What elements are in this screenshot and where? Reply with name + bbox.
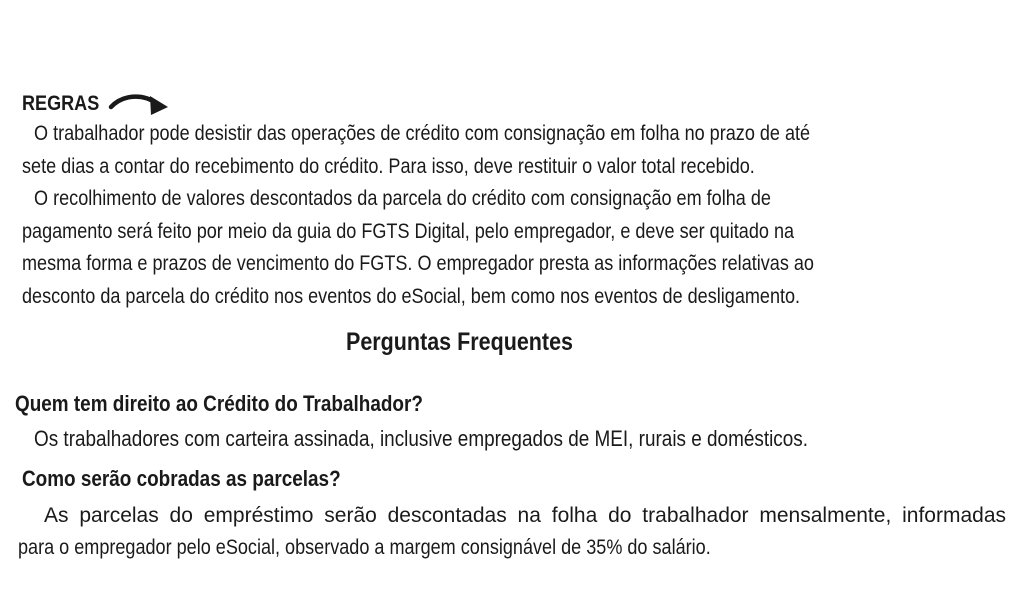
rules-paragraph-1 — [22, 118, 1011, 183]
rules-paragraph-2-line: pagamento será feito por meio da guia do FGTS Digital, pelo empregador, e deve ser quitado na — [22, 219, 795, 243]
rules-paragraph-1-line: O trabalhador pode desistir das operações de crédito com consignação em folha no prazo de até — [34, 122, 811, 145]
rules-paragraph-2-line: desconto da parcela do crédito nos eventos do eSocial, bem como nos eventos de desligamento. — [22, 284, 801, 308]
faq-answer-2-line: para o empregador pelo eSocial, observado a margem consignável de 35% do salário. — [18, 536, 711, 559]
faq-answer-2 — [18, 500, 1006, 564]
faq-question-1: Quem tem direito ao Crédito do Trabalhador? — [15, 391, 423, 416]
rules-paragraph-2-line: mesma forma e prazos de vencimento do FGTS. O empregador presta as informações relativas ao — [22, 252, 814, 275]
faq-title: Perguntas Frequentes — [346, 328, 573, 356]
rules-heading: REGRAS — [22, 92, 100, 115]
rules-paragraph-2 — [22, 183, 1011, 313]
faq-answer-1: Os trabalhadores com carteira assinada, inclusive empregados de MEI, rurais e domésticos. — [34, 426, 808, 451]
rules-paragraph-2-line: O recolhimento de valores descontados da parcela do crédito com consignação em folha de — [34, 187, 771, 210]
rules-paragraph-1-line: sete dias a contar do recebimento do crédito. Para isso, deve restituir o valor total recebido. — [22, 154, 755, 178]
curved-arrow-icon — [108, 91, 170, 117]
faq-question-2: Como serão cobradas as parcelas? — [22, 466, 341, 491]
faq-answer-2-line: As parcelas do empréstimo serão descontadas na folha do trabalhador mensalmente, informadas — [44, 504, 1006, 527]
